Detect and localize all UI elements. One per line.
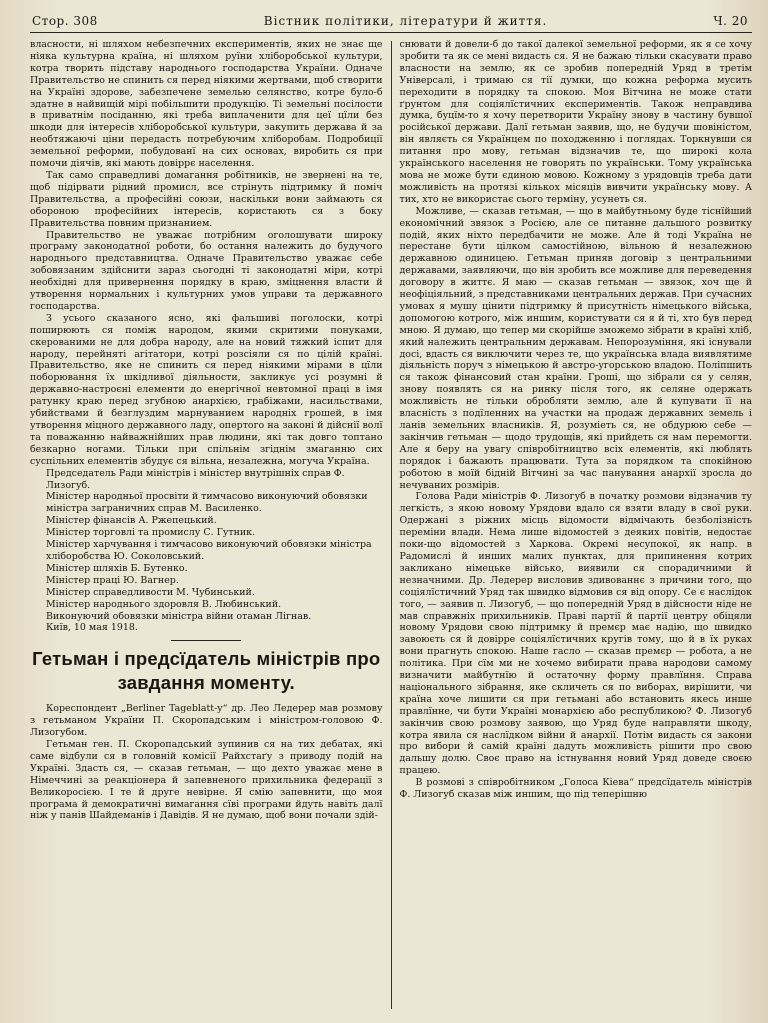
left-column (30, 39, 383, 1009)
signature-line: Міністер харчування і тимчасово виконуючий обовязки міністра хліборобства Ю. Соколовський. (46, 539, 372, 562)
signature-line: Міністер торговлі та промислу С. Гутник. (46, 527, 256, 539)
dateline: Київ, 10 мая 1918. (46, 622, 138, 634)
right-column (399, 39, 752, 1009)
section-divider (171, 640, 241, 641)
paragraph: снювати й довели-б до такої далекої земельної реформи, як я се хочу зробити та як се мені видасть ся. Я не бажаю тільки скасувати право власности на землю, як се зробив попередній Уряд в третім Універсалі, і тримаю ся тії думки, що кожна реформа мусить переходити в порядку та спокою. Моя Вітчина не може стати ґрунтом для соціялїстичних експериментів. Також неправдива думка, буцїм-то я хочу перетворити Україну знову в частину бувшої російської держави. Далї гетьман заявив, що, не будучи шовіністом, він являєть ся Українцем по походженню і поглядах. Торкнувши ся питання про мову, гетьман відзначив те, що широкі кола українського населення не говорять по українськи. Тому українська мова не може бути єдиною мовою. Кожному з урядовців треба дати можливість на протязі кількох місяців вивчити українську мову. А тих, хто не використає сього терміну, усунеть ся. (399, 39, 752, 205)
signature-line: Міністер народньої просвіти й тимчасово виконуючий обовязки міністра заграничних справ М. Василенко. (46, 491, 368, 515)
signature-line: Міністер справедливости М. Чубинський. (46, 586, 255, 598)
paragraph: Гетьман ген. П. Скоропадський зупинив ся на тих дебатах, які саме відбули ся в головній комісії Райхстаґу з приводу подій на Україні. Здасть ся, — сказав гетьман, — що дехто уважає мене в Німеччині за реакціонера й запевненого прихильника федерації з Великоросією. І те й друге невірне. Я смію запевнити, що моя програма й демократичні вимагання сїві програми йдуть навіть далї ніж у панів Шайдеманів і Давідів. Я не думаю, щоб вони почали здій- (30, 739, 383, 822)
signatures-block (30, 468, 383, 635)
paragraph: З усього сказаного ясно, які фальшиві поголоски, котрі поширюють ся поміж народом, якими скритими понуками, скерованими не для добра народу, але на новий тяжкий іспит для народу, перейняті агітатори, котрі розсіяли ся по цілій країні. Правительство, яке не спинить ся перед ніякими мірами в цїли поборювання їх шкідливої діяльности, закликує усі розумні й державно-настроєні елементи до енергічної невтомної праці в імя ратунку краю перед згубною анархією, грабіжами, насильствами, убийствами й безглуздим марнуванием народніх грошей, в імя утворення міцного державного ладу, опертого на законі й дійснії волї та поважанню найважнійших прав людини, які так довго топтано безкарно ногами. Тільки при спільнім згіднім змаганню сих суспільних елементів збудує ся вільна, незалежна, могуча Україна. (30, 312, 383, 467)
paragraph: Так само справедливі домагання робітників, не звернені на те, щоб підірвати рідний промисл, все стрінуть підтримку й поміч Правительства, а професійні союзи, наскільки вони займають ся обороною професійних інтересів, користають ся з боку Правительства повним признанием. (30, 169, 383, 229)
paragraph: Голова Ради міністрів Ф. Лизогуб в початку розмови відзначив ту легкість, з якою новому Урядови вдало ся взяти владу в свої руки. Одержані з ріжних місць відомости відмічають безболізність переміни влади. Нема лише відомостей з деяких повітів, недостає поки-що відомостей з Харкова. Окремі несупокої, як напр. в Радомислі й инших малих пунктах, для припинення котрих закликано німецьке військо, виявили ся спорадичними й незначними. Др. Ледерер висловив здивованнє з причини того, що соціялїстичний Уряд так швидко відмовив ся від опору. Се є наслідок того, — заявив п. Лизогуб, — що попередній Уряд в дійсности ніде не мав справжніх прихильників. Праві партії й партії центру обіцяли новому Урядови свою підтримку й премєр має надію, що швидко завоюєть ся й довірре соціялїстичних кругів тому, що й в їх руках вони прагнуть спокою. Наше гасло — сказав премєр — робота, а не політика. При сїм ми не хочемо вибирати права народови самому визначити майбутнїю й остаточну форму правлїння. Справа національного зібрання, яке скличеть ся по виборах, вирішити, чи країна хоче лишити ся при гетьмані або встановить якесь инше правлїнне, чи бути Україні монархією або республикою? Ф. Лизогуб закінчив свою розмову заявою, що Уряд буде направляти шкоду, котра явила ся наслїдком війни й анархії. Потім видасть ся закони про вибори й самій країні дадуть можливість рішити про свою дальшу долю. Своє право на істнування новий Уряд доведе своєю працею. (399, 491, 752, 777)
journal-title: Вістник політики, літератури й життя. (263, 14, 548, 28)
columns (30, 39, 752, 1009)
column-divider (391, 41, 392, 1009)
signature-line: Міністер народнього здоровля В. Любинський. (46, 598, 282, 610)
signature-premier: Председатель Ради міністрів і міністер внутрішніх справ Ф. Лизогуб. (46, 467, 345, 491)
paragraph: власности, ні шляхом небезпечних експериментів, яких не знає ще ніяка культурна країна, ні шляхом руїни хліборобської культури, котра творить підставу народнього господарства України. Одначе Правительство не спинить ся перед ніякими жертвами, щоб створити на Україні здорове, забезпечене земелью селянство, котре було-б здатне в найвищій мірі побільшити продукцію. Ті земельні посілости в приватнім посіданню, які треба виплаченити для цеї цїли без шкоди для інтересів хліборобської культури, закупить держава й за необтяжаючі ціни передасть потребуючим хліборобам. Подробиції земельної реформи, побудованї на сих основах, виробить ся при помочи діячів, які мають довіррє населення. (30, 39, 383, 170)
signature-line: Виконуючий обовязки міністра війни отаман Лігнав. (46, 610, 312, 622)
signature-line: Міністер шляхів Б. Бутенко. (46, 562, 188, 574)
paragraph: Кореспондент „Berliner Tageblatt-y“ др. Лео Ледерер мав розмову з гетьманом України П. Скоропадським і міністром-головою Ф. Лизогубом. (30, 703, 383, 739)
article-headline: Гетьман і предсїдатель міністрів про завдання моменту. (32, 648, 381, 694)
issue-number: Ч. 20 (713, 14, 748, 28)
signature-line: Міністер праці Ю. Вагнер. (46, 574, 179, 586)
paragraph: Можливе, — сказав гетьман, — що в майбутньому буде тіснїйший економічний звязок з Росією, але се питанне дальшого розвитку подій, яких ніхто передбачити не може. Але й тоді Україна не перестане бути цілком самостійною, вільною й незалежною державною одиницею. Гетьман приняв договір з центральними державами, заявляючи, що він зробить все можливе для переведення договору в життє. Я маю — сказав гетьман — звязок, хоч ще й неофіціяльний, з представниками центральних держав. При сучасних умовах я мушу цінити підтримку й присутність німецького війська, допомогою котрого, між иншим, користувати ся я й ті, хто був перед мною. Я думаю, що тепер ми скорійше зможемо зібрати в країні хліб, який належить центральним державам. Непорозуміння, які існували досі, вдасть ся виключити через те, що українська влада виявлятиме діяльність поруч з німецькою й австро-угорською владою. Поліпшить ся також фінансовий стан країни. Гроші, що зібрали ся у селян, знову появлять ся на ринку після того, як селяне одержать можливість не тільки обробляти землю, але й купувати її на власність з подїленних на участки на продаж державних земель і ланів земельних власників. Я, розуміеть ся, не обдурюю себе — закінчив гетьман — щодо трудощів, які прийдеть ся нам перемогти. Але я беру на увагу співробітництво всіх елементів, які люблять порядок і бажають працювати. Тута за порядком та спокійною роботою в моїй бідній Вітчині за час панування анархії зросла до нечуваних розмірів. (399, 205, 752, 491)
paragraph: Правительство не уважає потрібним оголошувати широку програму законодатної роботи, бо остання належить до будучого народнього представництва. Одначе Правительство уважає себе зобовязаним здійснити зараз сьогодні ті законодатні міри, котрі необхідні для привернення порядку в краю, зміцнення власти й утворення нормальних і культурних умов управи та державного господарства. (30, 229, 383, 312)
page-number: Стор. 308 (32, 14, 98, 28)
paragraph: В розмові з співробітником „Голоса Кіева“ предсїдатель міністрів Ф. Лизогуб сказав між иншим, що під теперішню (399, 777, 752, 801)
page-header (30, 10, 752, 33)
signature-line: Міністер фінансів А. Ржепецький. (46, 515, 217, 527)
